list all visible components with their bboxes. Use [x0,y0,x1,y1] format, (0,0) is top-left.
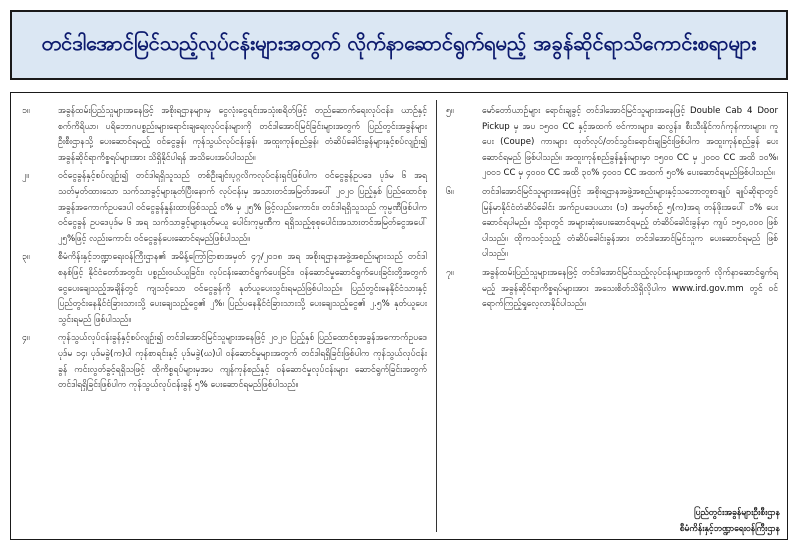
item-number: ၆။ [446,186,454,197]
item-number: ၁။ [22,106,30,116]
item-number: ၂။ [22,171,29,182]
notice-item-6 [446,185,778,263]
notice-item-5 [446,104,778,182]
item-number: ၄။ [22,333,30,344]
item-text: မော်တော်ယာဉ်များ ရောင်းချခွင့် တင်ဒါအောင်မြင်သူများအနေဖြင့် Double Cab 4 Door Pickup မှ အပ ၁၅၀၀ CC နှင့်အထက် ဗင်ကားများ၊ ဆလွန်း၊ စီးသီးနိုင်ကဂ်ကုန်ကားများ၊ ကူပေး (Coupe) ကားများ ထုတ်လုပ်/တင်သွင်းရောင်းချခြင်းဖြစ်ပါက အထူးကုန်စည်ခွန် ပေးဆောင်ရမည် ဖြစ်ပါသည်။ အထူးကုန်စည်ခွန်နှုန်းများမှာ ၁၅၀၀ CC မှ ၂၀၀၀ CC အထိ ၁၀%၊ ၂၀၀၁ CC မှ ၄၀၀၀ CC အထိ ၃၀% ၄၀၀၁ CC အထက် ၅၀% ပေးဆောင်ရမည်ဖြစ်ပါသည်။ [482,106,778,179]
right-column [446,104,778,316]
item-number: ၃။ [22,252,30,263]
item-text: အခွန်ထမ်းပြည်သူများအနေဖြင့် တင်ဒါအောင်မြင်သည့်လုပ်ငန်းများအတွက် လိုက်နာဆောင်ရွက်ရမည့် အခွန်ဆိုင်ရာကိစ္စရပ်များအား အသေးစိတ်သိရှိလိုပါက www.ird.gov.mm တွင် ဝင်ရောက်ကြည့်ရှုလေ့လာနိုင်ပါသည်။ [482,267,778,310]
item-number: ၇။ [446,267,454,278]
signature-department: ပြည်တွင်းအခွန်များဦးစီးဌာန [694,508,780,518]
item-text: အခွန်ထမ်းပြည်သူများအနေဖြင့် အစိုးရဌာနများမှ ငွေလုံးငွေရင်းအသုံးစရိတ်ဖြင့် တည်ဆောက်ရေးလုပ်ငန်း၊ ယာဉ်နှင့်စက်ကိရိယာ၊ ပရိဘောဂပစ္စည်းများရောင်းချရေးလုပ်ငန်းများကို တင်ဒါအောင်မြင်ခြင်းများအတွက် ပြည်တွင်းအခွန်များဦးစီးဌာနသို့ ပေးဆောင်ရမည့် ဝင်ငွေခွန်၊ ကုန်သွယ်လုပ်ငန်းခွန်၊ အထူးကုန်စည်ခွန်၊ တံဆိပ်ခေါင်းခွန်များနှင့်စပ်လျဉ်း၍ အခွန်ဆိုင်ရာကိစ္စရပ်များအား သိရှိနိုင်ပါရန် အသိပေးအပ်ပါသည်။ [58,106,427,163]
column-divider [436,100,437,532]
left-column [22,104,427,397]
title-banner [10,10,788,80]
item-text: ကုန်သွယ်လုပ်ငန်းခွန်နှင့်စပ်လျဉ်း၍ တင်ဒါအောင်မြင်သူများအနေဖြင့် ၂၀၂၀ ပြည့်နှစ် ပြည်ထောင်စုအခွန်အကောက်ဥပဒေ ပုဒ်မ ၁၄၊ ပုဒ်မခွဲ(က)ပါ ကုန်စာရင်းနှင့် ပုဒ်မခွဲ(ဃ)ပါ ဝန်ဆောင်မှုများအတွက် တင်ဒါရရှိခြင်းဖြစ်ပါက ကုန်သွယ်လုပ်ငန်းခွန် ကင်းလွတ်ခွင့်ရရှိသဖြင့် ထိုကိစ္စရပ်များမှအပ ကျန်ကုန်စည်နှင့် ဝန်ဆောင်မှုလုပ်ငန်းများ ဆောင်ရွက်ခြင်းအတွက် တင်ဒါရရှိခြင်းဖြစ်ပါက ကုန်သွယ်လုပ်ငန်းခွန် ၅% ပေးဆောင်ရမည်ဖြစ်ပါသည်။ [58,333,427,391]
signature-ministry: စီမံကိန်းနှင့်ဘဏ္ဍာရေးဝန်ကြီးဌာန [679,523,780,534]
notice-item-2 [22,169,427,247]
item-text: စီမံကိန်းနှင့်ဘဏ္ဍာရေးဝန်ကြီးဌာန၏ အမိန့်ကြော်ငြာစာအမှတ် ၄၇/၂၀၁၈ အရ အစိုးရဌာနအဖွဲ့အစည်းများသည် တင်ဒါစနစ်ဖြင့် နိုင်ငံတော်အတွင်း ပစ္စည်းဝယ်ယူခြင်း၊ လုပ်ငန်းဆောင်ရွက်ပေးခြင်း၊ ဝန်ဆောင်မှုဆောင်ရွက်ပေးခြင်းတို့အတွက် ငွေပေးချေသည့်အချိန်တွင် ကျသင့်သော ဝင်ငွေခွန်ကို နုတ်ယူပေးသွင်းရမည်ဖြစ်ပါသည်။ ပြည်တွင်းနေနိုင်ငံသားနှင့် ပြည်တွင်းနေနိုင်ငံခြားသားသို့ ပေးချေသည့်ငွေ၏ ၂%၊ ပြည်ပနေနိုင်ငံခြားသားသို့ ပေးချေသည့်ငွေ၏ ၂.၅% နုတ်ယူပေးသွင်းရမည် ဖြစ်ပါသည်။ [58,252,427,325]
item-text: ဝင်ငွေခွန်နှင့်စပ်လျဉ်း၍ တင်ဒါရရှိသူသည် တစ်ဦးချင်းပုဂ္ဂလိကလုပ်ငန်းရှင်ဖြစ်ပါက ဝင်ငွေခွန်ဥပဒေ ပုဒ်မ ၆ အရ သတ်မှတ်ထားသော သက်သာခွင့်များနုတ်ပြီးနောက် လုပ်ငန်းမှ အသားတင်အမြတ်အပေါ် ၂၀၂၀ ပြည့်နှစ် ပြည်ထောင်စုအခွန်အကောက်ဥပဒေပါ ဝင်ငွေခွန်နှုန်းထားဖြစ်သည့် ၀% မှ ၂၅% ဖြင့်လည်းကောင်း၊ တင်ဒါရရှိသူသည် ကုမ္ပဏီဖြစ်ပါက ဝင်ငွေခွန် ဥပဒေပုဒ်မ ၆ အရ သက်သာခွင့်များနုတ်မယူ ပေါင်းကုမ္ပဏီက ရရှိသည့်စုစုပေါင်းအသားတင်အမြတ်ငွေအပေါ် ၂၅%ဖြင့် လည်းကောင်း ဝင်ငွေခွန်ပေးဆောင်ရမည်ဖြစ်ပါသည်။ [58,171,427,244]
signature-block [560,506,780,537]
notice-item-3 [22,250,427,328]
item-number: ၅။ [446,106,454,116]
notice-item-1 [22,104,427,166]
notice-item-4 [22,331,427,393]
notice-item-7 [446,266,778,313]
item-text: တင်ဒါအောင်မြင်သူများအနေဖြင့် အစိုးရဌာနအဖွဲ့အစည်းများနှင့်သဘောတူစာချုပ် ချုပ်ဆိုရာတွင် မြန်မာနိုင်ငံတံဆိပ်ခေါင်း အက်ဥပဒေပယား (၁) အမှတ်စဉ် ၅(က)အရ တန်ဖိုးအပေါ် ၁% ပေးဆောင်ရပါမည်။ သို့ရာတွင် အများဆုံးပေးဆောင်ရမည့် တံဆိပ်ခေါင်းခွန်မှာ ကျပ် ၁၅၀,၀၀၀ ဖြစ်ပါသည်။ ထိုကသင့်သည့် တံဆိပ်ခေါင်းခွန်အား တင်ဒါအောင်မြင်သူက ပေးဆောင်ရမည် ဖြစ်ပါသည်။ [482,186,778,260]
page-title: တင်ဒါအောင်မြင်သည့်လုပ်ငန်းများအတွက် လိုက်နာဆောင်ရွက်ရမည့် အခွန်ဆိုင်ရာသိကောင်းစရာများ [41,31,757,55]
